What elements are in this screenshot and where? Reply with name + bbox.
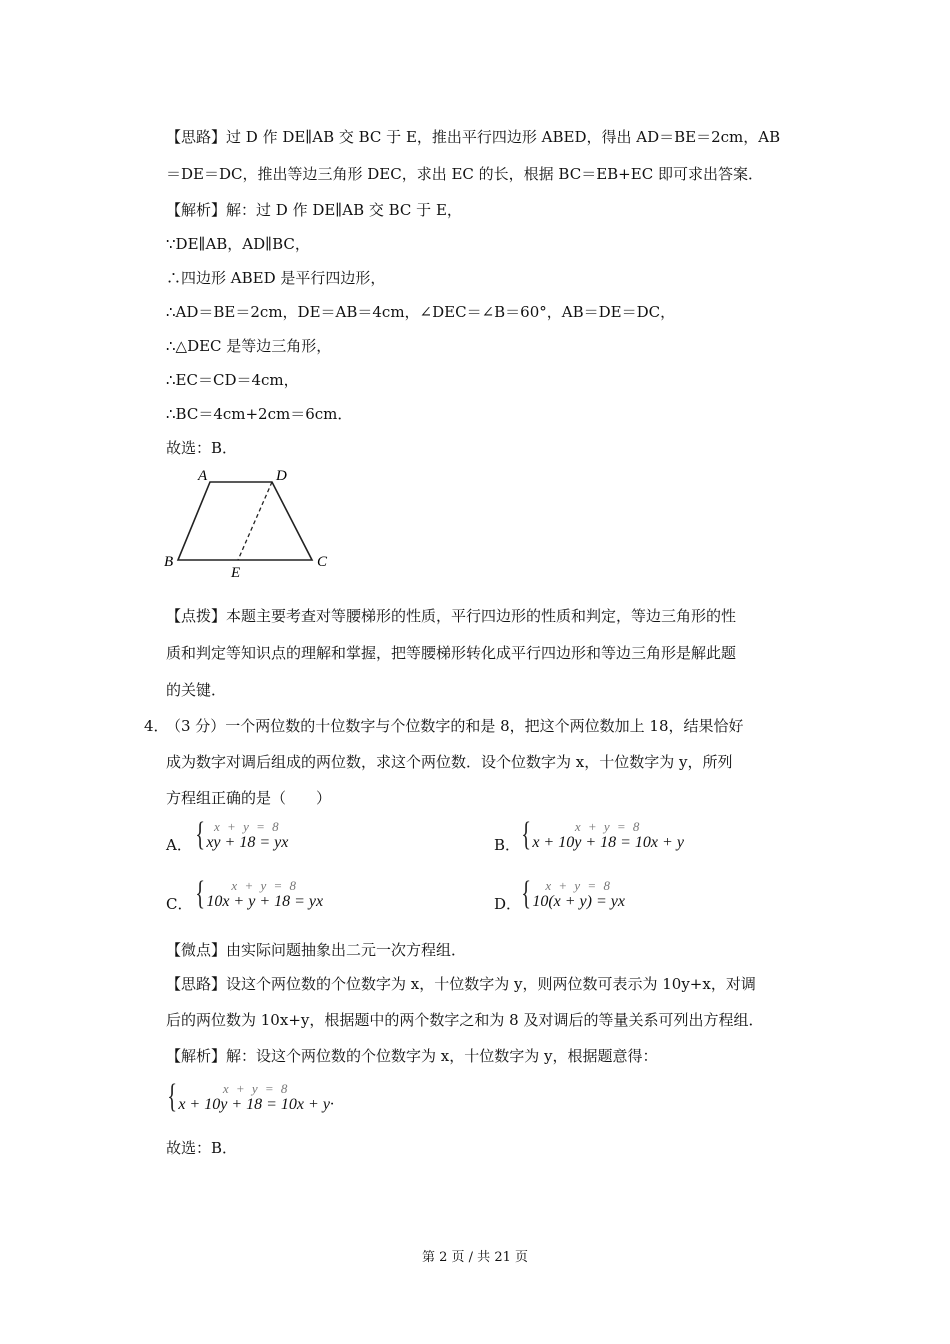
q4-stem-line-2: 成为数字对调后组成的两位数，求这个两位数．设个位数字为 x，十位数字为 y，所列 <box>166 753 733 771</box>
answer-line: 故选：B． <box>166 439 238 457</box>
proof-line-2: ∵DE∥AB，AD∥BC， <box>166 235 310 253</box>
q4-answer-line: 故选：B． <box>166 1139 238 1157</box>
option-d-label[interactable]: D． <box>494 895 522 913</box>
option-a-eq1: x + y = 8 <box>214 818 281 834</box>
proof-line-7: ∴BC＝4cm+2cm＝6cm． <box>166 405 353 423</box>
proof-line-5: ∴△DEC 是等边三角形， <box>166 337 332 355</box>
option-d-eq1: x + y = 8 <box>545 877 612 893</box>
q4-stem-line-3: 方程组正确的是（ ） <box>166 789 332 807</box>
silu-line-1: 【思路】过 D 作 DE∥AB 交 BC 于 E，推出平行四边形 ABED，得出 AD＝BE＝2cm，AB <box>166 128 781 146</box>
vertex-label-d: D <box>276 468 287 484</box>
trapezoid-shape <box>178 482 312 560</box>
q4-silu-line-2: 后的两位数为 10x+y，根据题中的两个数字之和为 8 及对调后的等量关系可列出方程组． <box>166 1011 764 1029</box>
brace-icon: { <box>521 875 532 912</box>
silu-line-2: ＝DE＝DC，推出等边三角形 DEC，求出 EC 的长，根据 BC＝EB+EC 即可求出答案． <box>166 165 763 183</box>
solution-eq2: x + 10y + 18 = 10x + y· <box>178 1095 334 1113</box>
option-a-system[interactable] <box>192 818 288 852</box>
option-d-system[interactable] <box>518 877 625 911</box>
option-c-eq2: 10x + y + 18 = yx <box>206 892 324 910</box>
q4-silu-line-1: 【思路】设这个两位数的个位数字为 x，十位数字为 y，则两位数可表示为 10y+x，对调 <box>166 975 756 993</box>
page-footer: 第 2 页 / 共 21 页 <box>422 1250 528 1265</box>
trapezoid-figure <box>160 462 340 582</box>
option-b-eq1: x + y = 8 <box>574 818 642 834</box>
proof-line-3: ∴四边形 ABED 是平行四边形， <box>166 269 386 287</box>
question-number: 4． <box>144 717 169 735</box>
solution-eq1: x + y = 8 <box>222 1080 290 1096</box>
option-b-system[interactable] <box>518 818 684 852</box>
vertex-label-e: E <box>231 565 241 581</box>
option-a-label[interactable]: A． <box>166 836 192 854</box>
brace-icon: { <box>195 816 206 853</box>
option-a-eq2: xy + 18 = yx <box>206 833 289 851</box>
q4-stem-line-1: （3 分）一个两位数的十位数字与个位数字的和是 8，把这个两位数加上 18，结果恰好 <box>166 717 744 735</box>
brace-icon: { <box>167 1078 178 1115</box>
option-c-eq1: x + y = 8 <box>231 877 299 893</box>
vertex-label-c: C <box>317 554 328 570</box>
option-c-system[interactable] <box>192 877 323 911</box>
option-c-label[interactable]: C． <box>166 895 193 913</box>
dianbo-line-2: 质和判定等知识点的理解和掌握，把等腰梯形转化成平行四边形和等边三角形是解此题 <box>166 644 737 662</box>
proof-line-4: ∴AD＝BE＝2cm，DE＝AB＝4cm，∠DEC＝∠B＝60°，AB＝DE＝DC， <box>166 303 676 321</box>
option-d-eq2: 10(x + y) = yx <box>532 892 625 910</box>
dianbo-line-1: 【点拨】本题主要考查对等腰梯形的性质，平行四边形的性质和判定，等边三角形的性 <box>166 607 737 625</box>
dianbo-line-3: 的关键． <box>166 681 227 699</box>
solution-system <box>164 1080 334 1114</box>
q4-jiexi-line-1: 【解析】解：设这个两位数的个位数字为 x，十位数字为 y，根据题意得： <box>166 1047 658 1065</box>
vertex-label-a: A <box>198 468 208 484</box>
jiexi-line-1: 【解析】解：过 D 作 DE∥AB 交 BC 于 E， <box>166 201 462 219</box>
option-b-label[interactable]: B． <box>494 836 521 854</box>
dashed-segment-de <box>238 482 272 560</box>
brace-icon: { <box>521 816 532 853</box>
weidian-line: 【微点】由实际问题抽象出二元一次方程组． <box>166 941 467 959</box>
option-b-eq2: x + 10y + 18 = 10x + y <box>532 833 684 851</box>
vertex-label-b: B <box>164 554 174 570</box>
brace-icon: { <box>195 875 206 912</box>
proof-line-6: ∴EC＝CD＝4cm， <box>166 371 299 389</box>
